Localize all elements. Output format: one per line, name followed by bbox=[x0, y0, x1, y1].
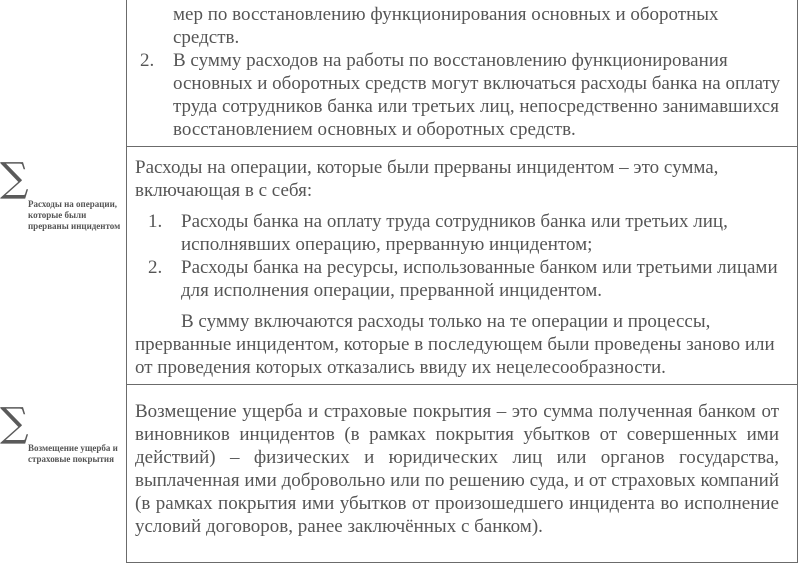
sigma-icon: ∑ bbox=[0, 400, 29, 446]
list-item-text: Расходы банка на ресурсы, использованные банком или третьими лицами для исполнения операции, прерванной инцидентом. bbox=[181, 257, 778, 301]
list-item-text: Расходы банка на оплату труда сотрудников банка или третьих лиц, исполнявших операцию, прерванную инцидентом; bbox=[181, 211, 728, 255]
list-number: 2. bbox=[148, 257, 163, 278]
compensation-text: Возмещение ущерба и страховые покрытия – это сумма полученная банком от виновников инцидентов (в рамках покрытия убытков от совершенных ими действий) – физических и юридических лиц или органов государства, выплаченная ими добровольно или по решению суда, и от страховых компаний (в рамках покрытия ими убытков от произошедшего инцидента во исполнение условий договоров, ранее заключённых с банком). bbox=[135, 401, 779, 537]
table-cell-works-expenses bbox=[127, 0, 797, 147]
list-number: 1. bbox=[148, 211, 163, 232]
paragraph-text: В сумму включаются расходы только на те операции и процессы, прерванные инцидентом, которые в последующем были проведены заново или от проведения которых отказались ввиду их нецелесообразности. bbox=[135, 311, 775, 378]
side-label-text: Возмещение ущерба и страховые покрытия bbox=[28, 443, 118, 464]
content-table bbox=[126, 0, 798, 563]
list-number: 2. bbox=[140, 50, 155, 71]
side-label-text: Расходы на операции, которые были прерваны инцидентом bbox=[28, 199, 121, 231]
table-cell-compensation bbox=[127, 385, 797, 563]
list-item bbox=[135, 210, 789, 256]
sigma-icon: ∑ bbox=[0, 155, 29, 201]
list-item-text: В сумму расходов на работы по восстановлению функционирования основных и оборотных средств могут включаться расходы банка на оплату труда сотрудников банка или третьих лиц, непосредственно занимавшихся восстановлением основных и оборотных средств. bbox=[173, 50, 781, 140]
list-item bbox=[135, 256, 789, 302]
intro-text: Расходы на операции, которые были прерваны инцидентом – это сумма, включающая в с себя: bbox=[135, 157, 719, 201]
table-cell-interrupted-operations bbox=[127, 147, 797, 385]
list-item bbox=[127, 49, 787, 141]
continuation-text: мер по восстановлению функционирования основных и оборотных средств. bbox=[173, 4, 719, 48]
